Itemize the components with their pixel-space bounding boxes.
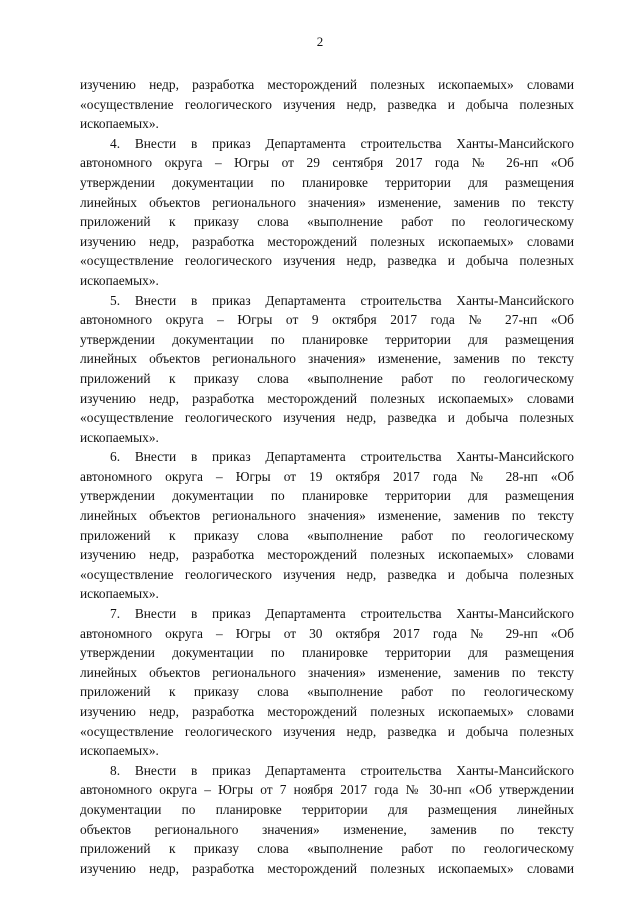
text-line: линейных объектов регионального значения» изменение, заменив по тексту: [80, 194, 574, 210]
text-line: автономного округа – Югры от 19 октября 2017 года № 28-нп «Об: [80, 468, 574, 484]
paragraph-item-7: [80, 604, 574, 761]
text-line: приложений к приказу слова «выполнение работ по геологическому: [80, 214, 574, 230]
text-line: ископаемых».: [80, 586, 159, 602]
text-line: утверждении документации по планировке территории для размещения: [80, 645, 574, 661]
text-line: автономного округа – Югры от 29 сентября 2017 года № 26-нп «Об: [80, 155, 574, 171]
text-line: 7. Внести в приказ Департамента строительства Ханты-Мансийского: [110, 606, 574, 622]
text-line: линейных объектов регионального значения» изменение, заменив по тексту: [80, 508, 574, 524]
text-line: автономного округа – Югры от 7 ноября 2017 года № 30-нп «Об утверждении: [80, 782, 574, 798]
text-line: 5. Внести в приказ Департамента строительства Ханты-Мансийского: [110, 292, 574, 308]
text-line: линейных объектов регионального значения» изменение, заменив по тексту: [80, 351, 574, 367]
text-line: приложений к приказу слова «выполнение работ по геологическому: [80, 841, 574, 857]
text-line: 8. Внести в приказ Департамента строительства Ханты-Мансийского: [110, 762, 574, 778]
text-line: линейных объектов регионального значения» изменение, заменив по тексту: [80, 664, 574, 680]
text-line: «осуществление геологического изучения недр, разведка и добыча полезных: [80, 96, 574, 112]
paragraph-item-8: [80, 761, 574, 879]
text-line: изучению недр, разработка месторождений полезных ископаемых» словами: [80, 547, 574, 563]
text-line: ископаемых».: [80, 429, 159, 445]
text-line: утверждении документации по планировке территории для размещения: [80, 174, 574, 190]
text-line: документации по планировке территории для размещения линейных: [80, 801, 574, 817]
text-line: «осуществление геологического изучения недр, разведка и добыча полезных: [80, 253, 574, 269]
text-line: автономного округа – Югры от 9 октября 2017 года № 27-нп «Об: [80, 312, 574, 328]
text-line: «осуществление геологического изучения недр, разведка и добыча полезных: [80, 723, 574, 739]
text-line: 6. Внести в приказ Департамента строительства Ханты-Мансийского: [110, 449, 574, 465]
text-line: изучению недр, разработка месторождений полезных ископаемых» словами: [80, 860, 574, 876]
paragraph-continuation: [80, 75, 574, 134]
paragraph-item-5: [80, 291, 574, 448]
text-line: изучению недр, разработка месторождений полезных ископаемых» словами: [80, 390, 574, 406]
paragraph-item-4: [80, 134, 574, 291]
text-line: приложений к приказу слова «выполнение работ по геологическому: [80, 370, 574, 386]
text-line: приложений к приказу слова «выполнение работ по геологическому: [80, 684, 574, 700]
text-line: изучению недр, разработка месторождений полезных ископаемых» словами: [80, 233, 574, 249]
page-number: 2: [316, 34, 324, 49]
text-line: объектов регионального значения» изменение, заменив по тексту: [80, 821, 574, 837]
text-line: «осуществление геологического изучения недр, разведка и добыча полезных: [80, 410, 574, 426]
text-line: ископаемых».: [80, 116, 159, 132]
text-line: приложений к приказу слова «выполнение работ по геологическому: [80, 527, 574, 543]
document-body: [80, 75, 574, 878]
text-line: 4. Внести в приказ Департамента строительства Ханты-Мансийского: [110, 135, 574, 151]
text-line: ископаемых».: [80, 743, 159, 759]
text-line: утверждении документации по планировке территории для размещения: [80, 331, 574, 347]
text-line: «осуществление геологического изучения недр, разведка и добыча полезных: [80, 566, 574, 582]
text-line: утверждении документации по планировке территории для размещения: [80, 488, 574, 504]
text-line: автономного округа – Югры от 30 октября 2017 года № 29-нп «Об: [80, 625, 574, 641]
text-line: изучению недр, разработка месторождений полезных ископаемых» словами: [80, 704, 574, 719]
paragraph-item-6: [80, 447, 574, 604]
text-line: изучению недр, разработка месторождений полезных ископаемых» словами: [80, 77, 574, 92]
text-line: ископаемых».: [80, 272, 159, 288]
